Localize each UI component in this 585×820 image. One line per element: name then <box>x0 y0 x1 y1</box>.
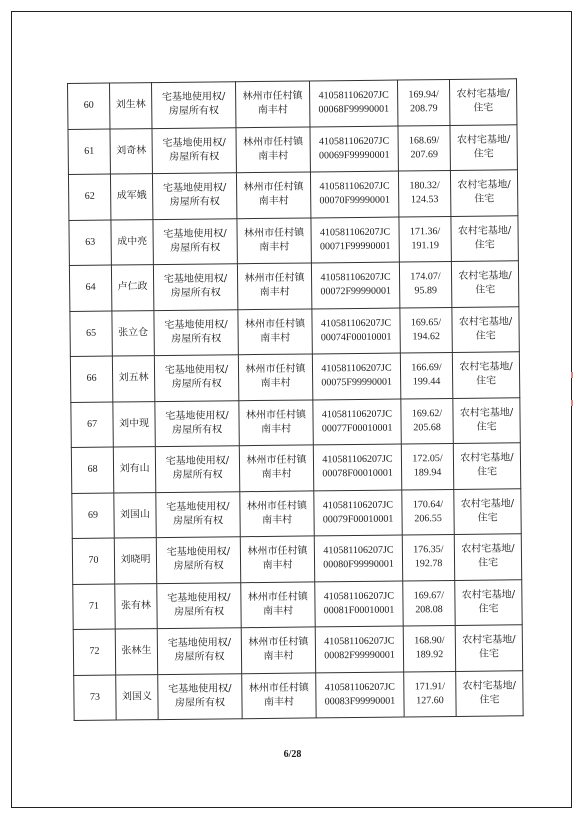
cell-area-line: 95.89 <box>414 285 438 297</box>
cell-right-type-line: 房屋所有权 <box>171 378 222 391</box>
cell-unit-number <box>315 626 403 672</box>
cell-unit-number-line: 00070F99990001 <box>319 194 391 207</box>
cell-right-type-line: 房屋所有权 <box>168 105 219 118</box>
scan-mark <box>571 372 573 378</box>
cell-usage <box>455 579 522 625</box>
cell-location-line: 南丰村 <box>262 559 293 572</box>
cell-location-line: 林州市任村镇 <box>246 500 307 512</box>
cell-area <box>397 79 449 125</box>
cell-usage <box>451 261 518 307</box>
cell-right-type <box>155 400 239 446</box>
cell-owner-name: 刘晓明 <box>114 538 156 584</box>
table-body <box>68 79 524 721</box>
cell-owner-name: 刘中现 <box>113 401 155 447</box>
cell-unit-number <box>315 581 403 627</box>
cell-area-line: 127.60 <box>416 694 444 707</box>
cell-right-type <box>157 628 241 674</box>
cell-usage-line: 住宅 <box>479 694 500 706</box>
cell-usage-line: 住宅 <box>473 102 494 114</box>
cell-usage-line: 住宅 <box>478 648 500 660</box>
cell-location <box>239 445 313 491</box>
cell-location-line: 南丰村 <box>259 241 290 253</box>
table-row <box>69 215 518 265</box>
table-row <box>68 79 517 129</box>
cell-owner-name: 刘国义 <box>116 674 158 720</box>
cell-location <box>238 354 312 400</box>
cell-area-line: 199.44 <box>412 376 441 388</box>
cell-usage-line: 农村宅基地/ <box>460 452 514 465</box>
cell-usage-line: 住宅 <box>474 193 495 205</box>
cell-unit-number-line: 00083F99990001 <box>324 695 396 708</box>
cell-area-line: 191.19 <box>411 239 440 252</box>
cell-location-line: 林州市任村镇 <box>246 454 307 467</box>
cell-unit-number-line: 00077F00010001 <box>321 422 393 435</box>
cell-unit-number-line: 410581106207JC <box>323 590 395 603</box>
cell-usage <box>455 625 522 671</box>
cell-right-type-line: 房屋所有权 <box>172 424 223 436</box>
cell-right-type-line: 房屋所有权 <box>174 651 225 664</box>
cell-area-line: 194.62 <box>412 330 440 343</box>
table-row <box>68 170 517 220</box>
cell-owner-name: 刘奇林 <box>110 128 152 174</box>
cell-index: 73 <box>74 675 116 721</box>
cell-location-line: 南丰村 <box>263 650 294 663</box>
cell-index: 72 <box>73 629 115 675</box>
cell-area-line: 206.55 <box>414 512 442 525</box>
cell-index: 65 <box>70 311 112 357</box>
cell-area-line: 180.32/ <box>409 180 440 192</box>
cell-location <box>235 81 309 127</box>
cell-right-type <box>154 309 238 355</box>
cell-area-line: 169.67/ <box>413 589 445 602</box>
cell-usage-line: 农村宅基地/ <box>457 225 512 237</box>
cell-location-line: 南丰村 <box>259 286 290 299</box>
cell-area-line: 192.78 <box>414 558 443 570</box>
cell-area-line: 124.53 <box>410 194 439 206</box>
cell-location <box>236 172 310 218</box>
cell-unit-number-line: 410581106207JC <box>321 408 393 421</box>
cell-right-type-line: 宅基地使用权/ <box>162 182 227 195</box>
cell-usage-line: 住宅 <box>476 375 497 387</box>
cell-usage <box>454 488 521 534</box>
cell-right-type <box>152 82 236 128</box>
cell-area <box>398 170 450 216</box>
cell-usage-line: 农村宅基地/ <box>462 634 516 647</box>
cell-right-type-line: 宅基地使用权/ <box>163 273 228 286</box>
cell-unit-number-line: 00079F00010001 <box>322 513 394 526</box>
table-row <box>72 488 521 538</box>
table-row <box>72 534 521 584</box>
cell-usage <box>452 306 519 352</box>
cell-right-type-line: 宅基地使用权/ <box>167 592 231 604</box>
cell-owner-name: 卢仁政 <box>111 265 153 311</box>
cell-owner-name: 张有林 <box>115 583 157 629</box>
cell-location-line: 南丰村 <box>262 514 293 526</box>
cell-usage-line: 农村宅基地/ <box>459 361 513 374</box>
cell-location-line: 林州市任村镇 <box>242 90 303 103</box>
cell-index: 64 <box>69 265 111 311</box>
cell-right-type <box>152 127 236 173</box>
cell-usage-line: 农村宅基地/ <box>462 680 517 692</box>
cell-owner-name: 张林生 <box>115 629 157 675</box>
cell-unit-number-line: 410581106207JC <box>321 362 392 375</box>
cell-right-type-line: 房屋所有权 <box>174 697 226 709</box>
cell-right-type-line: 房屋所有权 <box>173 560 224 573</box>
cell-unit-number-line: 410581106207JC <box>318 89 389 102</box>
cell-right-type <box>157 582 241 628</box>
cell-area-line: 169.62/ <box>411 407 443 420</box>
cell-right-type-line: 宅基地使用权/ <box>168 683 232 695</box>
cell-unit-number-line: 00068F99990001 <box>318 103 390 116</box>
cell-area-line: 170.64/ <box>412 498 444 511</box>
cell-area-line: 174.07/ <box>410 271 441 283</box>
cell-unit-number <box>314 535 402 581</box>
cell-unit-number-line: 00075F99990001 <box>321 376 392 389</box>
cell-right-type-line: 房屋所有权 <box>173 606 225 618</box>
cell-right-type-line: 房屋所有权 <box>170 242 221 254</box>
cell-area <box>402 489 454 535</box>
cell-usage-line: 住宅 <box>473 148 494 160</box>
cell-location-line: 南丰村 <box>263 696 295 708</box>
cell-right-type-line: 房屋所有权 <box>171 333 222 345</box>
cell-index: 60 <box>68 83 110 129</box>
cell-right-type-line: 宅基地使用权/ <box>165 455 230 468</box>
cell-index: 62 <box>68 174 110 220</box>
cell-unit-number-line: 00072F99990001 <box>320 285 392 298</box>
cell-usage <box>453 397 520 443</box>
cell-usage <box>454 534 521 580</box>
table-row <box>73 579 522 629</box>
cell-owner-name: 成军娥 <box>110 174 152 220</box>
cell-right-type <box>152 173 236 219</box>
cell-right-type-line: 宅基地使用权/ <box>166 501 230 513</box>
cell-location <box>240 536 314 582</box>
cell-location-line: 林州市任村镇 <box>248 636 309 649</box>
cell-usage-line: 住宅 <box>477 466 498 478</box>
cell-right-type <box>156 491 240 537</box>
cell-owner-name: 刘生林 <box>110 83 152 129</box>
cell-usage-line: 农村宅基地/ <box>456 88 510 101</box>
cell-unit-number <box>310 126 398 172</box>
cell-usage-line: 住宅 <box>475 284 496 296</box>
cell-unit-number-line: 00082F99990001 <box>324 649 395 662</box>
cell-usage-line: 住宅 <box>476 421 497 433</box>
cell-index: 66 <box>70 356 112 402</box>
cell-right-type-line: 宅基地使用权/ <box>162 137 226 149</box>
cell-location <box>241 627 315 673</box>
cell-usage <box>456 670 523 716</box>
cell-owner-name: 张立仓 <box>112 310 154 356</box>
cell-usage-line: 农村宅基地/ <box>458 316 513 328</box>
cell-location-line: 林州市任村镇 <box>243 181 304 194</box>
cell-unit-number-line: 00081F00010001 <box>323 604 395 617</box>
cell-area <box>401 398 453 444</box>
cell-location-line: 南丰村 <box>262 605 294 617</box>
cell-unit-number-line: 00069F99990001 <box>318 149 390 162</box>
cell-unit-number-line: 410581106207JC <box>318 135 390 148</box>
table-row <box>68 124 517 174</box>
cell-location <box>237 263 311 309</box>
cell-area-line: 169.94/ <box>408 89 439 101</box>
cell-index: 71 <box>73 584 115 630</box>
cell-location-line: 南丰村 <box>258 150 289 162</box>
cell-right-type-line: 房屋所有权 <box>169 196 220 209</box>
cell-usage-line: 农村宅基地/ <box>458 270 512 283</box>
cell-unit-number-line: 410581106207JC <box>320 271 391 284</box>
cell-location <box>238 308 312 354</box>
cell-unit-number <box>309 80 397 126</box>
cell-area <box>402 534 454 580</box>
cell-right-type <box>155 446 239 492</box>
cell-usage <box>453 443 520 489</box>
cell-unit-number <box>313 444 401 490</box>
table-row <box>69 261 518 311</box>
property-registry-table <box>67 78 524 721</box>
cell-right-type-line: 宅基地使用权/ <box>161 91 226 104</box>
cell-usage-line: 农村宅基地/ <box>457 179 511 192</box>
cell-unit-number <box>312 353 400 399</box>
cell-usage-line: 农村宅基地/ <box>456 134 511 146</box>
cell-owner-name: 刘五林 <box>112 356 154 402</box>
cell-right-type-line: 宅基地使用权/ <box>164 364 229 377</box>
cell-area-line: 189.94 <box>413 467 442 479</box>
cell-right-type <box>153 218 237 264</box>
cell-usage-line: 农村宅基地/ <box>461 589 516 601</box>
cell-location <box>241 581 315 627</box>
cell-area-line: 208.79 <box>409 103 438 115</box>
cell-right-type <box>153 264 237 310</box>
cell-location <box>240 490 314 536</box>
cell-area-line: 166.69/ <box>411 362 442 374</box>
cell-unit-number-line: 410581106207JC <box>320 317 392 330</box>
cell-index: 70 <box>72 538 114 584</box>
cell-unit-number-line: 00074F00010001 <box>320 331 392 344</box>
cell-area <box>403 625 455 671</box>
cell-usage-line: 农村宅基地/ <box>460 498 515 510</box>
cell-location-line: 南丰村 <box>261 423 292 435</box>
cell-location-line: 林州市任村镇 <box>245 363 306 376</box>
table-row <box>71 443 520 493</box>
table-row <box>74 670 523 720</box>
cell-right-type-line: 宅基地使用权/ <box>166 546 231 559</box>
cell-area-line: 171.91/ <box>414 680 446 693</box>
cell-unit-number <box>314 490 402 536</box>
cell-usage-line: 农村宅基地/ <box>461 543 515 556</box>
cell-location-line: 林州市任村镇 <box>245 409 307 421</box>
cell-area <box>401 443 453 489</box>
cell-usage <box>451 215 518 261</box>
cell-area <box>398 125 450 171</box>
cell-owner-name: 成中亮 <box>111 219 153 265</box>
cell-right-type-line: 宅基地使用权/ <box>167 637 232 650</box>
cell-unit-number-line: 410581106207JC <box>324 681 395 694</box>
cell-area <box>404 671 456 717</box>
cell-usage-line: 住宅 <box>474 239 495 251</box>
cell-usage-line: 农村宅基地/ <box>459 407 514 419</box>
cell-area-line: 172.05/ <box>412 453 443 465</box>
cell-area-line: 168.69/ <box>408 134 440 147</box>
cell-right-type-line: 房屋所有权 <box>169 151 220 163</box>
cell-location-line: 南丰村 <box>261 468 292 481</box>
cell-unit-number-line: 00071F99990001 <box>319 240 391 253</box>
cell-location-line: 南丰村 <box>260 377 291 390</box>
cell-right-type-line: 房屋所有权 <box>170 287 221 300</box>
cell-area <box>399 261 451 307</box>
cell-unit-number-line: 410581106207JC <box>322 499 394 512</box>
cell-right-type <box>156 537 240 583</box>
cell-location-line: 林州市任村镇 <box>244 272 305 285</box>
cell-area <box>403 580 455 626</box>
cell-index: 63 <box>69 220 111 266</box>
cell-unit-number <box>312 308 400 354</box>
cell-index: 69 <box>72 493 114 539</box>
cell-owner-name: 刘有山 <box>113 447 155 493</box>
table-row <box>70 306 519 356</box>
cell-area-line: 207.69 <box>410 148 439 161</box>
cell-area-line: 208.08 <box>415 603 443 616</box>
cell-area <box>400 307 452 353</box>
cell-area <box>400 352 452 398</box>
cell-right-type <box>158 673 242 719</box>
cell-usage-line: 住宅 <box>475 330 496 342</box>
cell-usage <box>452 352 519 398</box>
cell-area-line: 171.36/ <box>409 225 441 238</box>
cell-unit-number <box>316 672 404 718</box>
table-row <box>70 352 519 402</box>
cell-right-type-line: 宅基地使用权/ <box>163 228 227 240</box>
page-number: 6/28 <box>283 749 302 760</box>
cell-right-type-line: 房屋所有权 <box>173 515 224 527</box>
cell-index: 67 <box>71 402 113 448</box>
cell-area-line: 168.90/ <box>414 635 445 647</box>
cell-index: 68 <box>71 447 113 493</box>
cell-unit-number-line: 410581106207JC <box>322 453 393 466</box>
cell-location-line: 南丰村 <box>260 332 291 344</box>
cell-index: 61 <box>68 129 110 175</box>
cell-area-line: 176.35/ <box>413 544 444 556</box>
cell-right-type-line: 宅基地使用权/ <box>164 319 228 331</box>
cell-area-line: 169.65/ <box>410 316 442 329</box>
table-row <box>71 397 520 447</box>
cell-usage-line: 住宅 <box>477 512 498 524</box>
cell-area-line: 205.68 <box>413 421 441 434</box>
cell-unit-number-line: 410581106207JC <box>319 180 390 193</box>
cell-unit-number <box>313 399 401 445</box>
cell-location-line: 林州市任村镇 <box>243 136 304 148</box>
cell-location <box>239 399 313 445</box>
cell-unit-number <box>310 171 398 217</box>
scan-mark <box>571 400 573 406</box>
cell-area <box>399 216 451 262</box>
cell-unit-number-line: 410581106207JC <box>323 544 394 557</box>
cell-location <box>237 217 311 263</box>
cell-right-type-line: 房屋所有权 <box>172 469 223 482</box>
cell-unit-number-line: 00078F00010001 <box>322 467 393 480</box>
cell-unit-number-line: 410581106207JC <box>324 635 395 648</box>
cell-unit-number <box>311 262 399 308</box>
cell-usage <box>450 124 517 170</box>
cell-area-line: 189.92 <box>415 649 444 661</box>
cell-usage-line: 住宅 <box>478 603 499 615</box>
cell-location-line: 南丰村 <box>257 104 288 117</box>
cell-location-line: 林州市任村镇 <box>248 682 309 694</box>
cell-location <box>242 672 316 718</box>
cell-location-line: 林州市任村镇 <box>244 318 306 330</box>
cell-right-type <box>154 355 238 401</box>
cell-location-line: 林州市任村镇 <box>247 545 308 558</box>
cell-location-line: 林州市任村镇 <box>244 227 305 239</box>
cell-usage <box>449 79 516 125</box>
cell-location <box>236 126 310 172</box>
cell-right-type-line: 宅基地使用权/ <box>165 410 229 422</box>
cell-usage-line: 住宅 <box>477 557 499 569</box>
cell-unit-number-line: 410581106207JC <box>319 226 391 239</box>
cell-location-line: 林州市任村镇 <box>247 591 308 603</box>
table-row <box>73 625 522 675</box>
cell-location-line: 南丰村 <box>258 195 289 208</box>
cell-unit-number-line: 00080F99990001 <box>323 558 394 571</box>
cell-unit-number <box>311 217 399 263</box>
cell-usage <box>450 170 517 216</box>
cell-owner-name: 刘国山 <box>114 492 156 538</box>
